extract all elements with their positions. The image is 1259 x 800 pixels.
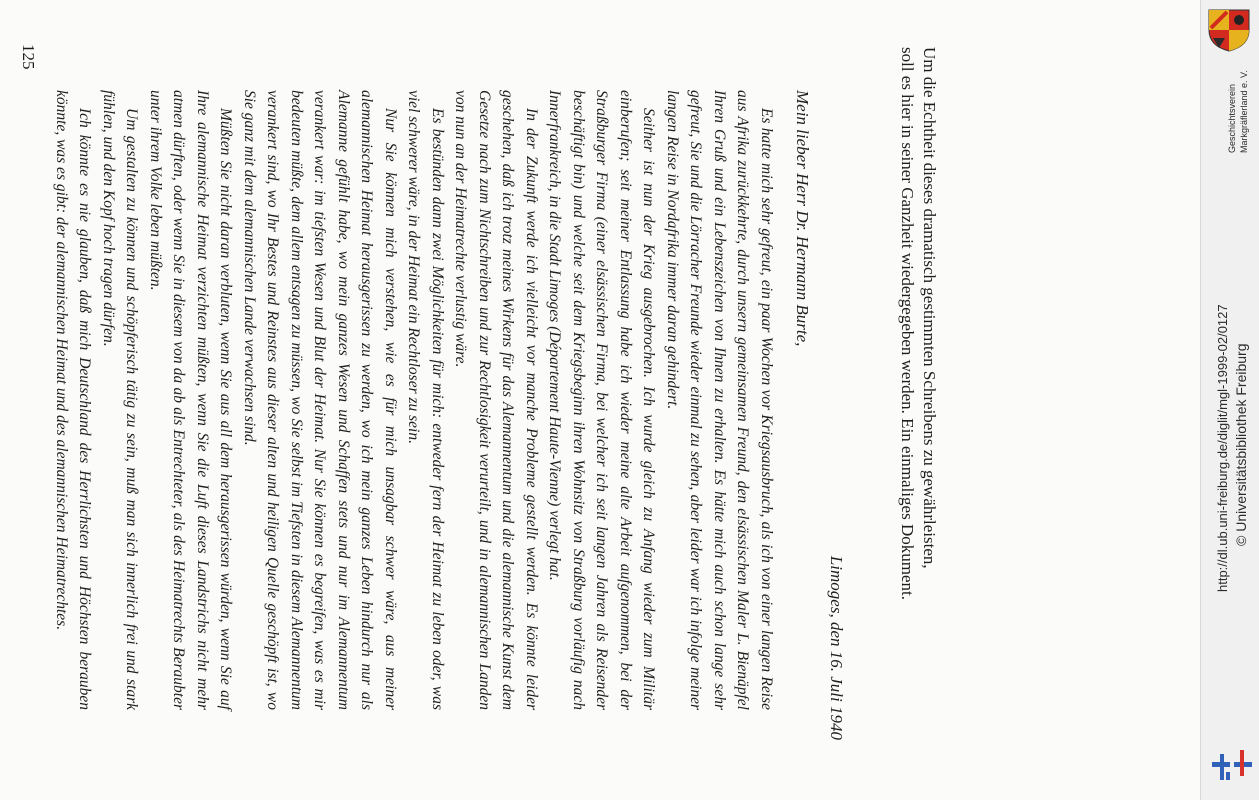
letter-salutation: Mein lieber Herr Dr. Hermann Burte, <box>793 90 812 347</box>
intro-line: soll es hier in seiner Ganzheit wiedergegeben werden. Ein einmaliges Dokument. <box>898 47 917 600</box>
letter-dateline: Limoges, den 16. Juli 1940 <box>827 555 846 740</box>
society-name-line2: Markgräflerland e. V. <box>1239 70 1249 153</box>
intro-line: Um die Echtheit dieses dramatisch gestimmten Schreibens zu gewährleisten, <box>920 47 939 569</box>
letter-paragraph: Ich könnte es nie glauben, daß mich Deutschland des Herrlichsten und Höchsten berauben könnte, was es gibt: der alemannischen Heimat und des alemannischen Heimatrechtes. <box>53 90 94 710</box>
society-name-line1: Geschichtsverein <box>1227 83 1237 153</box>
letter-paragraph: Seither ist nun der Krieg ausgebrochen. Ich wurde gleich zu Anfang wieder zum Militär einberufen; seit meiner Entlassung habe ich wieder meine alte Arbeit aufgenommen, bei der Straßburger Firma (einer elsässischen Firma, bei welcher ich seit langen Jahren als Reisender beschäftigt bin) und welche seit dem Kriegsbeginn ihren Wohnsitz von Straßburg vorläufig nach Innerfrankreich, in die Stadt Limoges (Département Haute-Vienne) verlegt hat. <box>546 90 658 710</box>
letter-paragraph: In der Zukunft werde ich vielleicht vor manche Probleme gestellt werden. Es könnte leider geschehen, daß ich trotz meines Wirkens für das Alemannentum und die alemannische Kunst dem Gesetze nach zum Nichtschreiben und zur Rechtlosigkeit verurteilt, und in alemannischen Landen von nun an der Heimatrechte verlustig wäre. <box>452 90 540 710</box>
coat-of-arms-icon <box>1206 8 1252 52</box>
letter-paragraph: Es bestünden dann zwei Möglichkeiten für mich: entweder fern der Heimat zu leben oder, was viel schwerer wäre, in der Heimat ein Rechtloser zu sein. <box>405 90 446 710</box>
letter-paragraph: Um gestalten zu können und schöpferisch tätig zu sein, muß man sich innerlich frei und stark fühlen, und den Kopf hoch tragen dürfen. <box>100 90 141 710</box>
page-number: 125 <box>19 44 38 70</box>
library-logo-icon <box>1210 748 1254 782</box>
letter-paragraph: Müßten Sie nicht daran verbluten, wenn Sie aus all dem herausgerissen würden, wenn Sie auf Ihre alemannische Heimat verzichten müßten, wenn Sie die Luft dieses Landstrichs nicht mehr atmen dürften, oder wenn Sie in diesem von da ab als Entrechteter, als des Heimatrechts Beraubter unter ihrem Volke leben müßten. <box>147 90 235 710</box>
intro-text <box>896 47 940 747</box>
permalink-url[interactable]: http://dl.ub.uni-freiburg.de/diglit/mgl-1999-02/0127 <box>1215 304 1230 592</box>
copyright-notice: © Universitätsbibliothek Freiburg <box>1233 343 1249 546</box>
letter-paragraph: Es hatte mich sehr gefreut, ein paar Wochen vor Kriegsausbruch, als ich von einer langen Reise aus Afrika zurückkehrte, durch unsern gemeinsamen Freund, den elsässischen Maler L. Bienäpfel Ihren Gruß und ein Lebenszeichen von Ihnen zu erhalten. Es hätte mich auch schon lange sehr gefreut, Sie und die Lörracher Freunde wieder einmal zu sehen, aber leider war ich infolge meiner langen Reise in Nordafrika immer daran gehindert. <box>664 90 775 710</box>
letter-body <box>50 90 779 710</box>
letter-paragraph: Nur Sie können mich verstehen, wie es für mich unsagbar schwer wäre, aus meiner alemannischen Heimat herausgerissen zu werden, wo ich mein ganzes Leben hindurch nur als Alemanne gefühlt habe, wo mein ganzes Wesen und Schaffen stets und nur im Alemannentum verankert war: im tiefsten Wesen und Blut der Heimat. Nur Sie können es begreifen, was es mir bedeuten müßte, dem allem entsagen zu müssen, wo Sie selbst im Tiefsten in diesem Alemannentum verankert sind, wo Ihr Bestes und Reinstes aus dieser alten und heiligen Quelle geschöpft ist, wo Sie ganz mit dem alemannischen Lande verwachsen sind. <box>241 90 399 710</box>
